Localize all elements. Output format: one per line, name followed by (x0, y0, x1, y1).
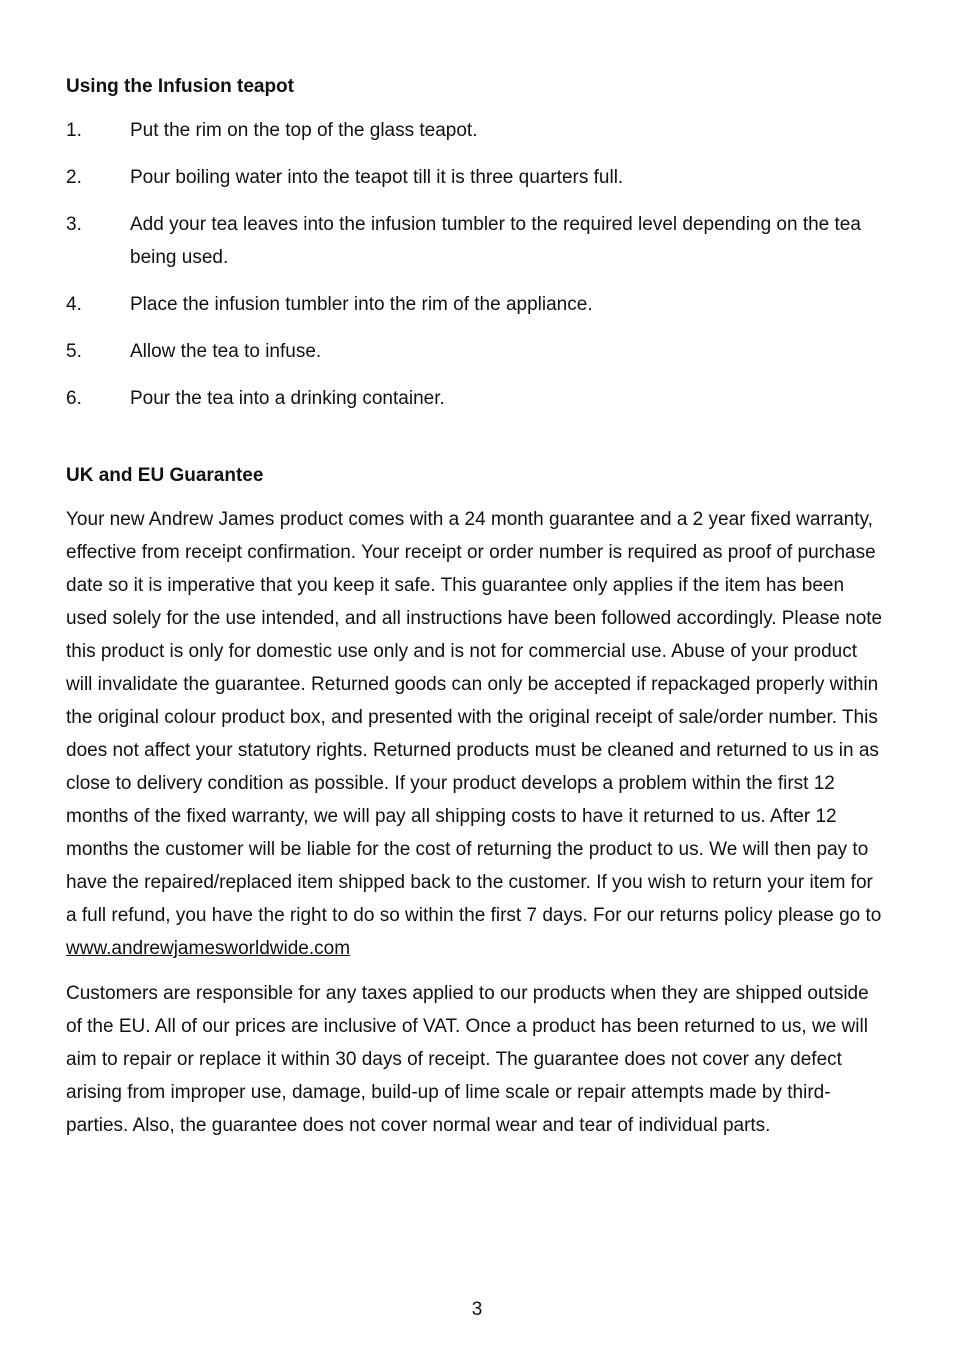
list-item (66, 335, 888, 368)
step-text: Add your tea leaves into the infusion tumbler to the required level depending on the tea being used. (130, 214, 861, 268)
returns-policy-link[interactable]: www.andrewjamesworldwide.com (66, 938, 351, 959)
step-number: 5. (66, 341, 82, 362)
guarantee-paragraph-1-text: Your new Andrew James product comes with a 24 month guarantee and a 2 year fixed warranty, effective from receipt confirmation. Your receipt or order number is required as proof of purchase date so it is imperative that you keep it safe. This guarantee only applies if the item has been used solely for the use intended, and all instructions have been followed accordingly. Please note this product is only for domestic use only and is not for commercial use. Abuse of your product will invalidate the guarantee. Returned goods can only be accepted if repackaged properly within the original colour product box, and presented with the original receipt of sale/order number. This does not affect your statutory rights. Returned products must be cleaned and returned to us in as close to delivery condition as possible. If your product develops a problem within the first 12 months of the fixed warranty, we will pay all shipping costs to have it returned to us. After 12 months the customer will be liable for the cost of returning the product to us. We will then pay to have the repaired/replaced item shipped back to the customer. If you wish to return your item for a full refund, you have the right to do so within the first 7 days. For our returns policy please go to (66, 509, 883, 926)
step-number: 1. (66, 120, 82, 141)
step-text: Place the infusion tumbler into the rim of the appliance. (130, 294, 593, 315)
document-page (66, 72, 888, 1142)
list-item (66, 161, 888, 194)
list-item (66, 288, 888, 321)
guarantee-paragraph-2: Customers are responsible for any taxes applied to our products when they are shipped outside of the EU. All of our prices are inclusive of VAT. Once a product has been returned to us, we will aim to repair or replace it within 30 days of receipt. The guarantee does not cover any defect arising from improper use, damage, build-up of lime scale or repair attempts made by third-parties. Also, the guarantee does not cover normal wear and tear of individual parts. (66, 983, 869, 1136)
guarantee-heading: UK and EU Guarantee (66, 465, 264, 486)
list-item (66, 114, 888, 147)
step-text: Allow the tea to infuse. (130, 341, 322, 362)
step-number: 6. (66, 388, 82, 409)
page-number: 3 (471, 1299, 483, 1320)
step-text: Pour boiling water into the teapot till it is three quarters full. (130, 167, 624, 188)
list-item (66, 382, 888, 415)
step-number: 3. (66, 214, 82, 235)
list-item (66, 208, 888, 274)
step-number: 2. (66, 167, 82, 188)
step-text: Put the rim on the top of the glass teapot. (130, 120, 478, 141)
step-number: 4. (66, 294, 82, 315)
infusion-heading: Using the Infusion teapot (66, 76, 294, 97)
step-text: Pour the tea into a drinking container. (130, 388, 445, 409)
section-spacer (66, 429, 888, 461)
guarantee-paragraph-1 (66, 503, 888, 965)
infusion-steps-list (66, 114, 888, 415)
